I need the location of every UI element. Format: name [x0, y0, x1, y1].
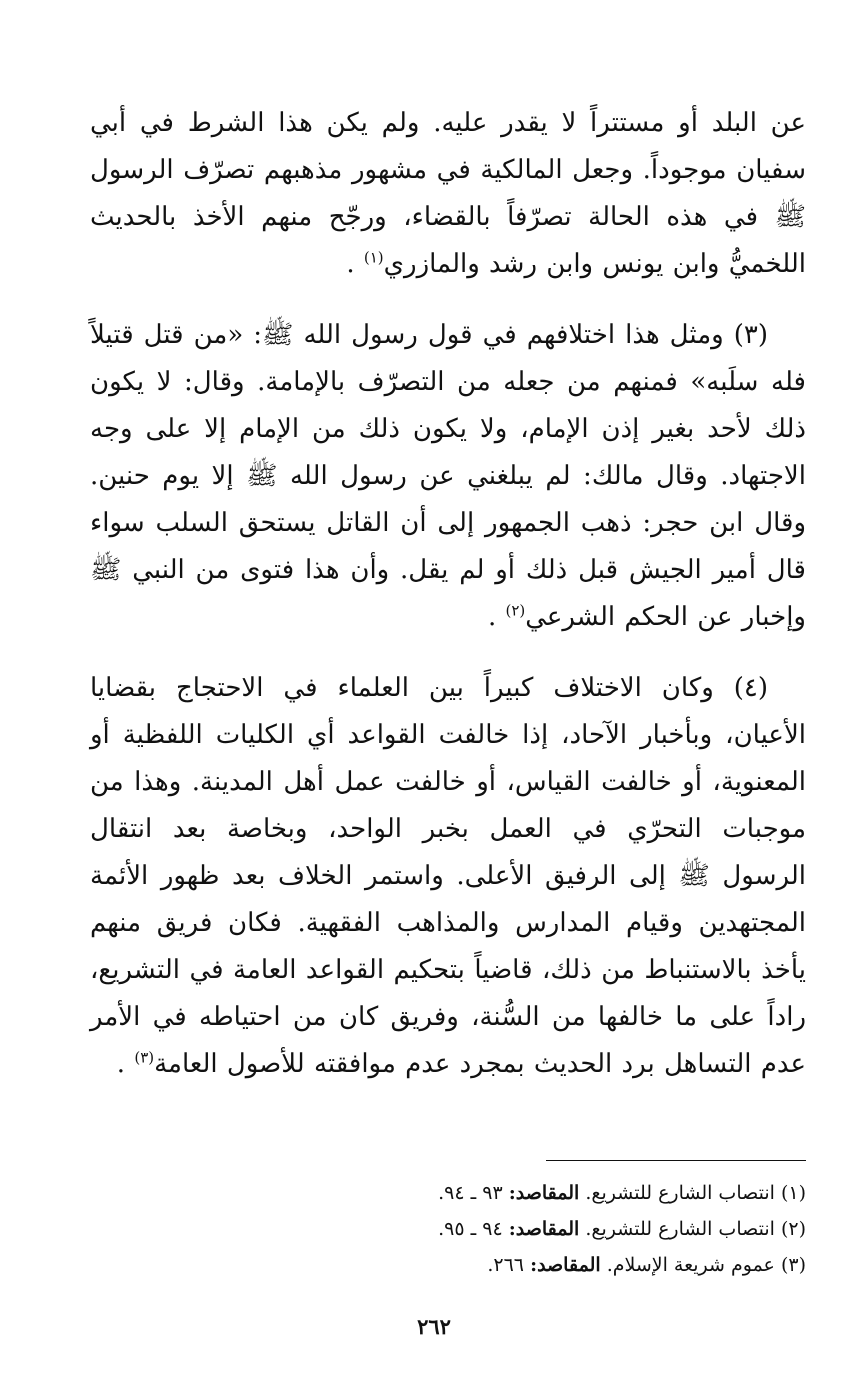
- paragraph-2: [90, 312, 806, 641]
- footnote-number: (٢): [780, 1218, 806, 1240]
- paragraph-end-mark: .: [116, 1049, 126, 1079]
- body-text: [90, 100, 806, 1112]
- footnote-text: عموم شريعة الإسلام.: [606, 1254, 775, 1276]
- footnote-text: انتصاب الشارع للتشريع.: [585, 1218, 775, 1240]
- paragraph-3: [90, 665, 806, 1088]
- footnote-1: [90, 1175, 806, 1211]
- footnote-divider: [546, 1160, 806, 1161]
- footnote-number: (٣): [780, 1254, 806, 1276]
- paragraph-text: (٣) ومثل هذا اختلافهم في قول رسول الله ﷺ: «من قتل قتيلاً فله سلَبه» فمنهم من جعله من التصرّف بالإمامة. وقال: لا يكون ذلك لأحد بغير إذن الإمام، ولا يكون ذلك من الإمام إلا على وجه الاجتهاد. وقال مالك: لم يبلغني عن رسول الله ﷺ إلا يوم حنين. وقال ابن حجر: ذهب الجمهور إلى أن القاتل يستحق السلب سواء قال أمير الجيش قبل ذلك أو لم يقل. وأن هذا فتوى من النبي ﷺ وإخبار عن الحكم الشرعي: [90, 320, 806, 632]
- footnotes-list: [90, 1175, 806, 1283]
- footnote-ref-3[interactable]: (٣): [134, 1048, 155, 1067]
- footnote-number: (١): [780, 1182, 806, 1204]
- footnote-pages: ٢٦٦.: [487, 1254, 525, 1276]
- paragraph-end-mark: .: [346, 249, 355, 279]
- footnote-pages: ٩٣ ـ ٩٤.: [438, 1182, 503, 1204]
- footnote-3: [90, 1247, 806, 1283]
- footnote-pages: ٩٤ ـ ٩٥.: [438, 1218, 503, 1240]
- footnote-text: انتصاب الشارع للتشريع.: [585, 1182, 775, 1204]
- page-number: ٢٦٢: [417, 1314, 451, 1339]
- footnote-ref-1[interactable]: (١): [363, 248, 384, 267]
- footnote-ref-2[interactable]: (٢): [505, 601, 526, 620]
- footnote-source: المقاصد:: [530, 1254, 601, 1276]
- footnote-source: المقاصد:: [508, 1182, 580, 1204]
- paragraph-text: (٤) وكان الاختلاف كبيراً بين العلماء في الاحتجاج بقضايا الأعيان، وبأخبار الآحاد، إذا خالفت القواعد أي الكليات اللفظية أو المعنوية، أو خالفت القياس، أو خالفت عمل أهل المدينة. وهذا من موجبات التحرّي في العمل بخبر الواحد، وبخاصة بعد انتقال الرسول ﷺ إلى الرفيق الأعلى. واستمر الخلاف بعد ظهور الأئمة المجتهدين وقيام المدارس والمذاهب الفقهية. فكان فريق منهم يأخذ بالاستنباط من ذلك، قاضياً بتحكيم القواعد العامة في التشريع، راداً على ما خالفها من السُّنة، وفريق كان من احتياطه في الأمر عدم التساهل برد الحديث بمجرد عدم موافقته للأصول العامة: [90, 673, 806, 1079]
- footnote-2: [90, 1211, 806, 1247]
- paragraph-text: عن البلد أو مستتراً لا يقدر عليه. ولم يكن هذا الشرط في أبي سفيان موجوداً. وجعل المالكية في مشهور مذهبهم تصرّف الرسول ﷺ في هذه الحالة تصرّفاً بالقضاء، ورجّح منهم الأخذ بالحديث اللخميُّ وابن يونس وابن رشد والمازري: [90, 108, 806, 279]
- paragraph-1: [90, 100, 806, 288]
- paragraph-end-mark: .: [487, 602, 497, 632]
- footnote-source: المقاصد:: [508, 1218, 580, 1240]
